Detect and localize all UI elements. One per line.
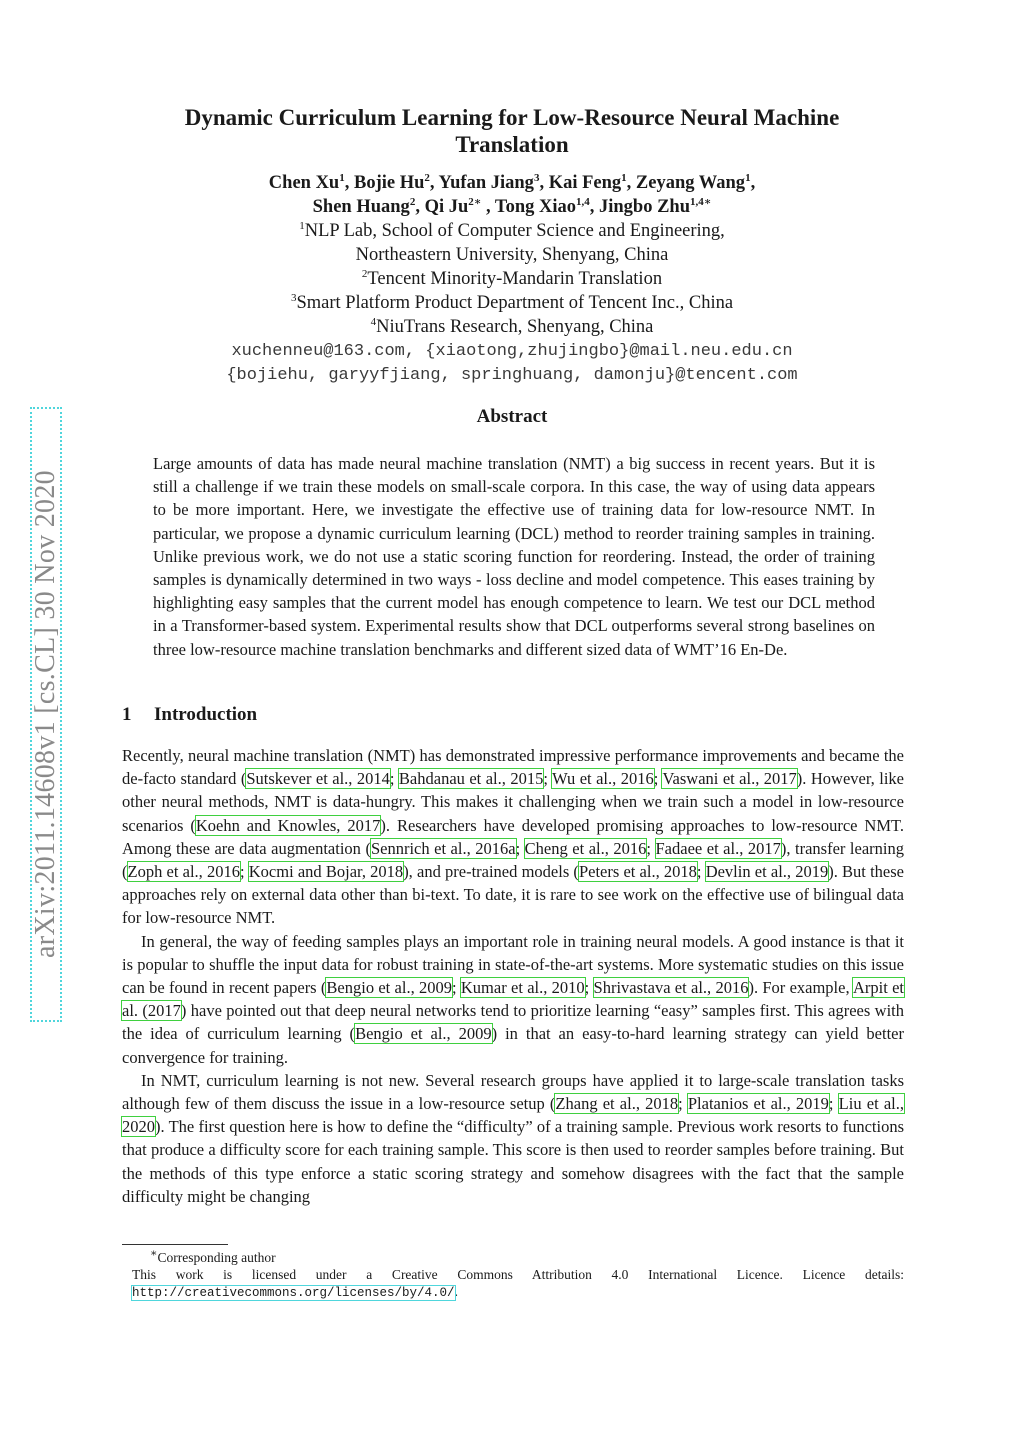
body-text xyxy=(122,744,904,1208)
title-line-1: Dynamic Curriculum Learning for Low-Resource Neural Machine xyxy=(184,105,840,130)
citation-link[interactable]: Sennrich et al., 2016a xyxy=(370,838,516,858)
author: Qi $Ju^{2∗}$ , xyxy=(424,195,495,217)
citation-link[interactable]: Cheng et al., 2016 xyxy=(524,838,647,858)
paragraph: In general, the way of feeding samples plays an important role in training neural models. A good instance is that it is popular to shuffle the input data for robust training in state-of-the-art systems. More systematic studies on this issue can be found in recent papers (Bengio et al., 2009; Kumar et al., 2010; Shrivastava et al., 2016). For example, Arpit et al. (2017) have pointed out that deep neural networks tend to prioritize learning “easy” samples first. This agrees with the idea of curriculum learning (Bengio et al., 2009) in that an easy-to-hard learning strategy can yield better convergence for training. xyxy=(122,931,904,1067)
author: Zeyang Wang$^1$, xyxy=(635,171,756,193)
email-line: {bojiehu, garyyfjiang, springhuang, damonju}@tencent.com xyxy=(226,366,798,385)
footnote-rule xyxy=(122,1244,228,1245)
citation-link[interactable]: Koehn and Knowles, 2017 xyxy=(195,815,381,835)
section-heading xyxy=(122,704,257,726)
arxiv-identifier[interactable]: arXiv:2011.14608v1 [cs.CL] 30 Nov 2020 xyxy=(30,470,61,958)
abstract-text: Large amounts of data has made neural machine translation (NMT) a big success in recent years. But it is still a challenge if we train these models on small-scale corpora. In this case, the way of using data appears to be more important. Here, we investigate the effective use of training data for low-resource NMT. In particular, we propose a dynamic curriculum learning (DCL) method to reorder training samples in training. Unlike previous work, we do not use a static scoring function for reordering. Instead, the order of training samples is dynamically determined in two ways - loss decline and model competence. This eases training by highlighting easy samples that the current model has enough competence to learn. We test our DCL method in a Transformer-based system. Experimental results show that DCL outperforms several strong baselines on three low-resource machine translation benchmarks and different sized data of WMT’16 En-De. xyxy=(153,454,875,659)
affiliation: $^2$Tencent Minority-Mandarin Translation xyxy=(361,267,663,289)
citation-link[interactable]: Wu et al., 2016 xyxy=(552,769,654,789)
author: Jingbo Zhu$^{1,4∗}$ xyxy=(598,195,712,217)
citation-link[interactable]: Zoph et al., 2016 xyxy=(127,862,240,882)
citation-link[interactable]: Bengio et al., 2009 xyxy=(326,978,453,998)
email-list xyxy=(120,340,904,388)
author-line xyxy=(120,195,904,219)
paragraph: In NMT, curriculum learning is not new. Several research groups have applied it to large-scale translation tasks although few of them discuss the issue in a low-resource setup (Zhang et al., 2018; Platanios et al., 2019; Liu et al., 2020). The first question here is how to define the “difficulty” of a training sample. Previous work resorts to functions that produce a difficulty score for each training sample. This score is then used to reorder samples before training. But the methods of this type enforce a static scoring strategy and somehow disagrees with the fact that the sample difficulty might be changing xyxy=(122,1070,904,1206)
author: Kai Feng$^1$, xyxy=(548,171,636,193)
author: Chen Xu$^1$, xyxy=(268,171,354,193)
license-link[interactable]: http://creativecommons.org/licenses/by/4.0/ xyxy=(132,1286,455,1300)
citation-link[interactable]: Sutskever et al., 2014 xyxy=(246,769,390,789)
affiliation: $^4$NiuTrans Research, Shenyang, China xyxy=(370,315,654,337)
citation-link[interactable]: Peters et al., 2018 xyxy=(578,862,697,882)
citation-link[interactable]: Zhang et al., 2018 xyxy=(555,1094,679,1114)
author-list xyxy=(120,171,904,219)
affiliation: Northeastern University, Shenyang, China xyxy=(355,245,669,265)
author: Shen Huang$^2$, xyxy=(312,195,425,217)
citation-link[interactable]: Bengio et al., 2009 xyxy=(355,1024,492,1044)
citation-link[interactable]: Fadaee et al., 2017 xyxy=(655,838,781,858)
footnote-corresponding: ∗Corresponding author xyxy=(150,1247,276,1265)
citation-link[interactable]: Liu et al., 2020 xyxy=(122,1094,904,1137)
citation-link[interactable]: Vaswani et al., 2017 xyxy=(662,769,797,789)
citation-link[interactable]: Devlin et al., 2019 xyxy=(705,862,829,882)
citation-link[interactable]: Platanios et al., 2019 xyxy=(687,1094,829,1114)
section-title: Introduction xyxy=(154,704,258,725)
affiliation: $^3$Smart Platform Product Department of Tencent Inc., China xyxy=(290,291,734,313)
email-line: xuchenneu@163.com, {xiaotong,zhujingbo}@mail.neu.edu.cn xyxy=(231,342,793,361)
footnote-license: This work is licensed under a Creative Commons Attribution 4.0 International Licence. Licence details: http://creativecommons.org/licenses/by/4.0/. xyxy=(132,1267,904,1300)
author: Tong Xiao$^{1,4}$, xyxy=(494,195,599,217)
footnote xyxy=(122,1249,904,1302)
paper-title xyxy=(120,104,904,158)
citation-link[interactable]: Arpit et al. (2017 xyxy=(122,978,904,1021)
abstract-heading: Abstract xyxy=(476,406,548,427)
author: Yufan Jiang$^3$, xyxy=(438,171,549,193)
citation-link[interactable]: Kocmi and Bojar, 2018 xyxy=(248,862,404,882)
section-number: 1 xyxy=(122,704,132,725)
affiliation: $^1$NLP Lab, School of Computer Science and Engineering, xyxy=(299,219,725,241)
citation-link[interactable]: Kumar et al., 2010 xyxy=(460,978,585,998)
citation-link[interactable]: Shrivastava et al., 2016 xyxy=(593,978,749,998)
author-line xyxy=(120,171,904,195)
title-line-2: Translation xyxy=(455,132,569,157)
citation-link[interactable]: Bahdanau et al., 2015 xyxy=(398,769,544,789)
paragraph: Recently, neural machine translation (NMT) has demonstrated impressive performance improvements and became the de-facto standard (Sutskever et al., 2014; Bahdanau et al., 2015; Wu et al., 2016; Vaswani et al., 2017). However, like other neural methods, NMT is data-hungry. This makes it challenging when we train such a model in low-resource scenarios (Koehn and Knowles, 2017). Researchers have developed promising approaches to low-resource NMT. Among these are data augmentation (Sennrich et al., 2016a; Cheng et al., 2016; Fadaee et al., 2017), transfer learning (Zoph et al., 2016; Kocmi and Bojar, 2018), and pre-trained models (Peters et al., 2018; Devlin et al., 2019). But these approaches rely on external data other than bi-text. To date, it is rare to see work on the effective use of bilingual data for low-resource NMT. xyxy=(122,746,905,928)
affiliation-list xyxy=(120,219,904,339)
author: Bojie Hu$^2$, xyxy=(353,171,439,193)
